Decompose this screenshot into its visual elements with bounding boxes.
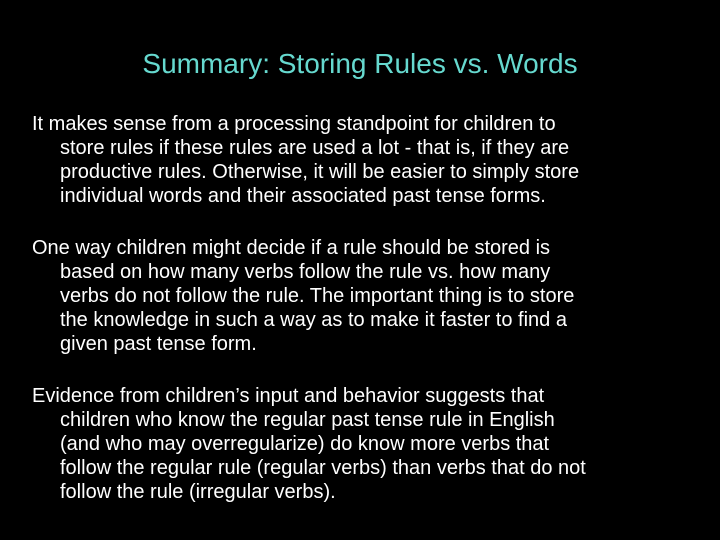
slide-title: Summary: Storing Rules vs. Words	[142, 48, 578, 79]
paragraph-processing: It makes sense from a processing standpoint for children to store rules if these rules are used a lot - that is, if they are productive rules. Otherwise, it will be easier to simply store individual words and their associated past tense forms.	[32, 113, 580, 207]
paragraph-evidence: Evidence from children’s input and behavior suggests that children who know the regular past tense rule in English (and who may overregularize) do know more verbs that follow the regular rule (regular verbs) than verbs that do not follow the rule (irregular verbs).	[32, 385, 586, 503]
paragraph-decision: One way children might decide if a rule should be stored is based on how many verbs follow the rule vs. how many verbs do not follow the rule. The important thing is to store the knowledge in such a way as to make it faster to find a given past tense form.	[32, 237, 575, 355]
slide-body	[32, 112, 682, 504]
